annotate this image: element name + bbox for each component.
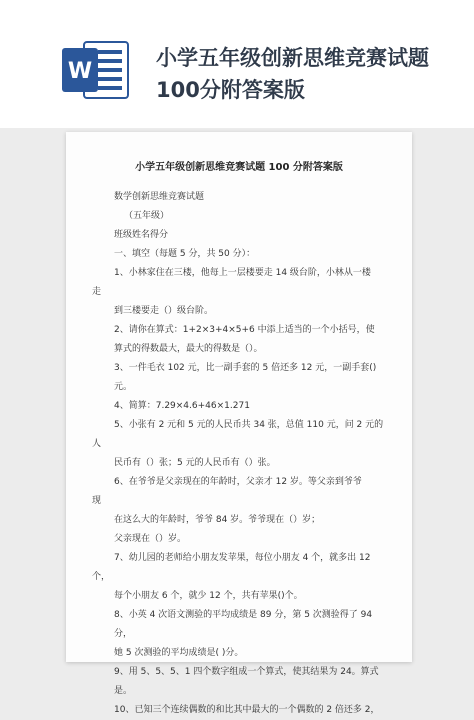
- doc-line: （五年级）: [124, 211, 170, 221]
- doc-line: 人: [92, 439, 102, 449]
- word-document-icon: [62, 40, 130, 100]
- doc-line: 元。: [114, 382, 133, 392]
- doc-line: 民币有（）张；5 元的人民币有（）张。: [114, 458, 276, 468]
- doc-line: 班级姓名得分: [114, 230, 169, 240]
- doc-line: 数学创新思维竞赛试题: [114, 192, 205, 202]
- page-title: [156, 42, 456, 106]
- doc-line: 10、已知三个连续偶数的和比其中最大的一个偶数的 2 倍还多 2，: [114, 705, 380, 715]
- document-page: [66, 132, 412, 715]
- banner-header: [0, 0, 474, 128]
- document-body: [92, 188, 394, 720]
- doc-line: 走: [92, 287, 102, 297]
- document-heading: 小学五年级创新思维竞赛试题 100 分附答案版: [135, 162, 343, 173]
- doc-line: 个，: [92, 572, 111, 582]
- doc-line: 是。: [114, 686, 133, 696]
- doc-line: 8、小英 4 次语文测验的平均成绩是 89 分，第 5 次测验得了 94: [114, 610, 373, 620]
- doc-line: 7、幼儿园的老师给小朋友发苹果，每位小朋友 4 个，就多出 12: [114, 553, 371, 563]
- doc-line: 到三楼要走（）级台阶。: [114, 306, 214, 316]
- doc-line: 每个小朋友 6 个，就少 12 个，共有苹果()个。: [114, 591, 303, 601]
- doc-line: 她 5 次测验的平均成绩是( )分。: [114, 648, 244, 658]
- doc-line: 在这么大的年龄时，爷爷 84 岁。爷爷现在（）岁；: [114, 515, 321, 525]
- doc-line: 分，: [114, 629, 133, 639]
- doc-line: 6、在爷爷是父亲现在的年龄时，父亲才 12 岁。等父亲到爷爷: [114, 477, 362, 487]
- doc-line: 9、用 5、5、5、1 四个数字组成一个算式，使其结果为 24。算式: [114, 667, 379, 677]
- doc-line: 父亲现在（）岁。: [114, 534, 187, 544]
- doc-line: 现: [92, 496, 102, 506]
- doc-line: 一、填空（每题 5 分，共 50 分）：: [114, 249, 256, 259]
- doc-line: 3、一件毛衣 102 元，比一副手套的 5 倍还多 12 元，一副手套(): [114, 363, 377, 373]
- svg-text:W: W: [67, 59, 93, 84]
- doc-line: 4、简算：7.29×4.6+46×1.271: [114, 401, 250, 411]
- doc-line: 算式的得数最大，最大的得数是（）。: [114, 344, 263, 354]
- doc-line: 2、请你在算式：1+2×3+4×5+6 中添上适当的一个小括号，使: [114, 325, 375, 335]
- title-line-1: 小学五年级创新思维竞赛试题: [156, 46, 429, 70]
- doc-line: 1、小林家住在三楼，他每上一层楼要走 14 级台阶，小林从一楼: [114, 268, 371, 278]
- title-line-2: 100分附答案版: [156, 78, 305, 102]
- doc-line: 5、小张有 2 元和 5 元的人民币共 34 张，总值 110 元，问 2 元的: [114, 420, 384, 430]
